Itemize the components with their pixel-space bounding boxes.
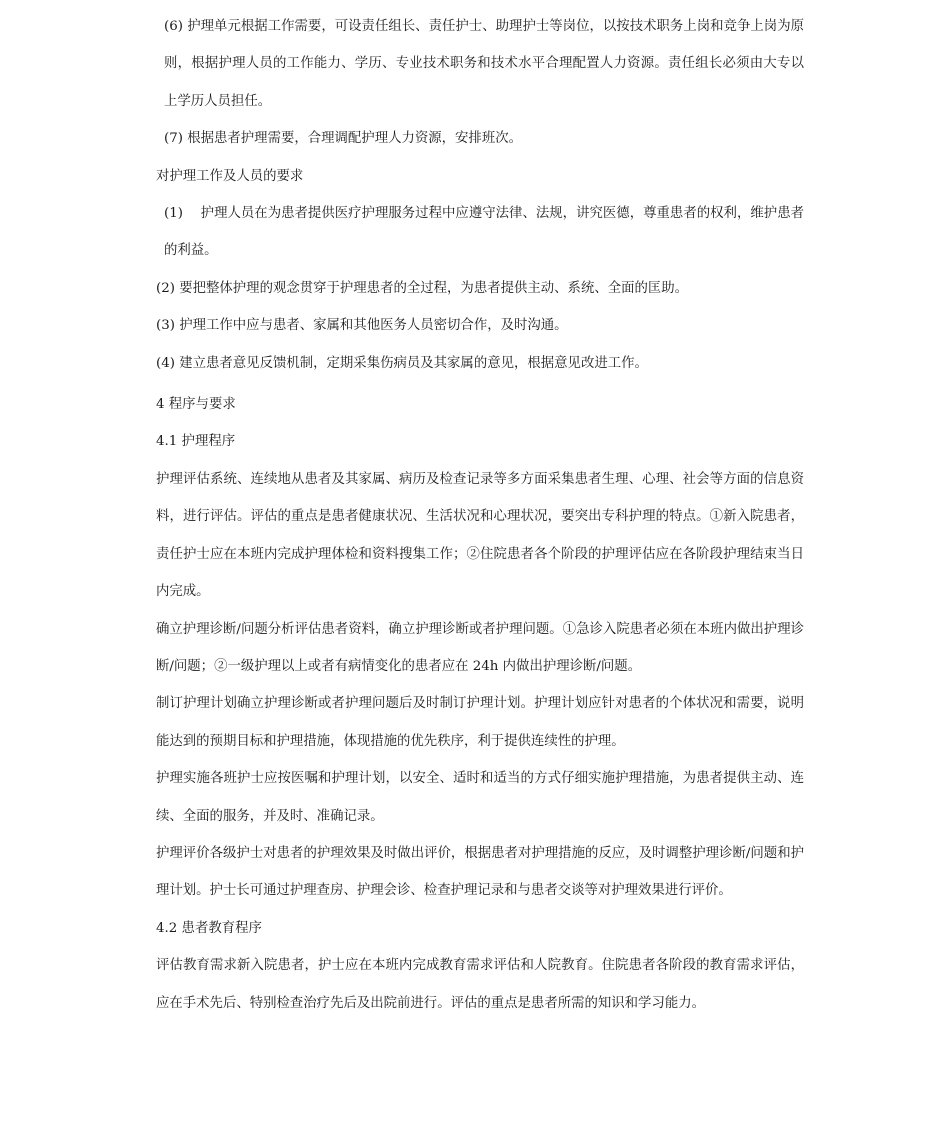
paragraph-diagnosis: 确立护理诊断/问题分析评估患者资料，确立护理诊断或者护理问题。①急诊入院患者必须在本班内做出护理诊断/问题；②一级护理以上或者有病情变化的患者应在 24h 内做出护理诊断/问题。 [156, 621, 804, 674]
paragraph-req-4: (4) 建立患者意见反馈机制，定期采集伤病员及其家属的意见，根据意见改进工作。 [156, 355, 648, 371]
paragraph-req-3: (3) 护理工作中应与患者、家属和其他医务人员密切合作，及时沟通。 [156, 318, 568, 334]
paragraph-req-2: (2) 要把整体护理的观念贯穿于护理患者的全过程，为患者提供主动、系统、全面的匡助。 [156, 280, 689, 296]
paragraph-req-1: (1) 护理人员在为患者提供医疗护理服务过程中应遵守法律、法规，讲究医德，尊重患者的权利，维护患者的利益。 [164, 206, 804, 259]
document-page [156, 8, 804, 1022]
paragraph-7: (7) 根据患者护理需要，合理调配护理人力资源，安排班次。 [164, 131, 522, 147]
section-heading-4-1: 4.1 护理程序 [156, 434, 236, 450]
paragraph-assessment: 护理评估系统、连续地从患者及其家属、病历及检查记录等多方面采集患者生理、心理、社会等方面的信息资料，进行评估。评估的重点是患者健康状况、生活状况和心理状况，要突出专科护理的特点。①新入院患者，责任护士应在本班内完成护理体检和资料搜集工作；②住院患者各个阶段的护理评估应在各阶段护理结束当日内完成。 [156, 471, 804, 600]
section-heading-requirements: 对护理工作及人员的要求 [156, 168, 304, 184]
paragraph-6: (6) 护理单元根据工作需要，可设责任组长、责任护士、助理护士等岗位，以按技术职务上岗和竞争上岗为原则，根据护理人员的工作能力、学历、专业技术职务和技术水平合理配置人力资源。责任组长必须由大专以上学历人员担任。 [164, 19, 804, 109]
section-heading-4-2: 4.2 患者教育程序 [156, 920, 262, 936]
paragraph-education: 评估教育需求新入院患者，护士应在本班内完成教育需求评估和人院教育。住院患者各阶段的教育需求评估，应在手术先后、特别检查治疗先后及出院前进行。评估的重点是患者所需的知识和学习能力。 [156, 958, 804, 1011]
section-heading-4: 4 程序与要求 [156, 397, 236, 413]
paragraph-implementation: 护理实施各班护士应按医嘱和护理计划，以安全、适时和适当的方式仔细实施护理措施，为患者提供主动、连续、全面的服务，并及时、准确记录。 [156, 771, 804, 824]
paragraph-plan: 制订护理计划确立护理诊断或者护理问题后及时制订护理计划。护理计划应针对患者的个体状况和需要，说明能达到的预期目标和护理措施，体现措施的优先秩序，利于提供连续性的护理。 [156, 696, 804, 749]
paragraph-evaluation: 护理评价各级护士对患者的护理效果及时做出评价，根据患者对护理措施的反应，及时调整护理诊断/问题和护理计划。护士长可通过护理查房、护理会诊、检查护理记录和与患者交谈等对护理效果进行评价。 [156, 845, 804, 899]
